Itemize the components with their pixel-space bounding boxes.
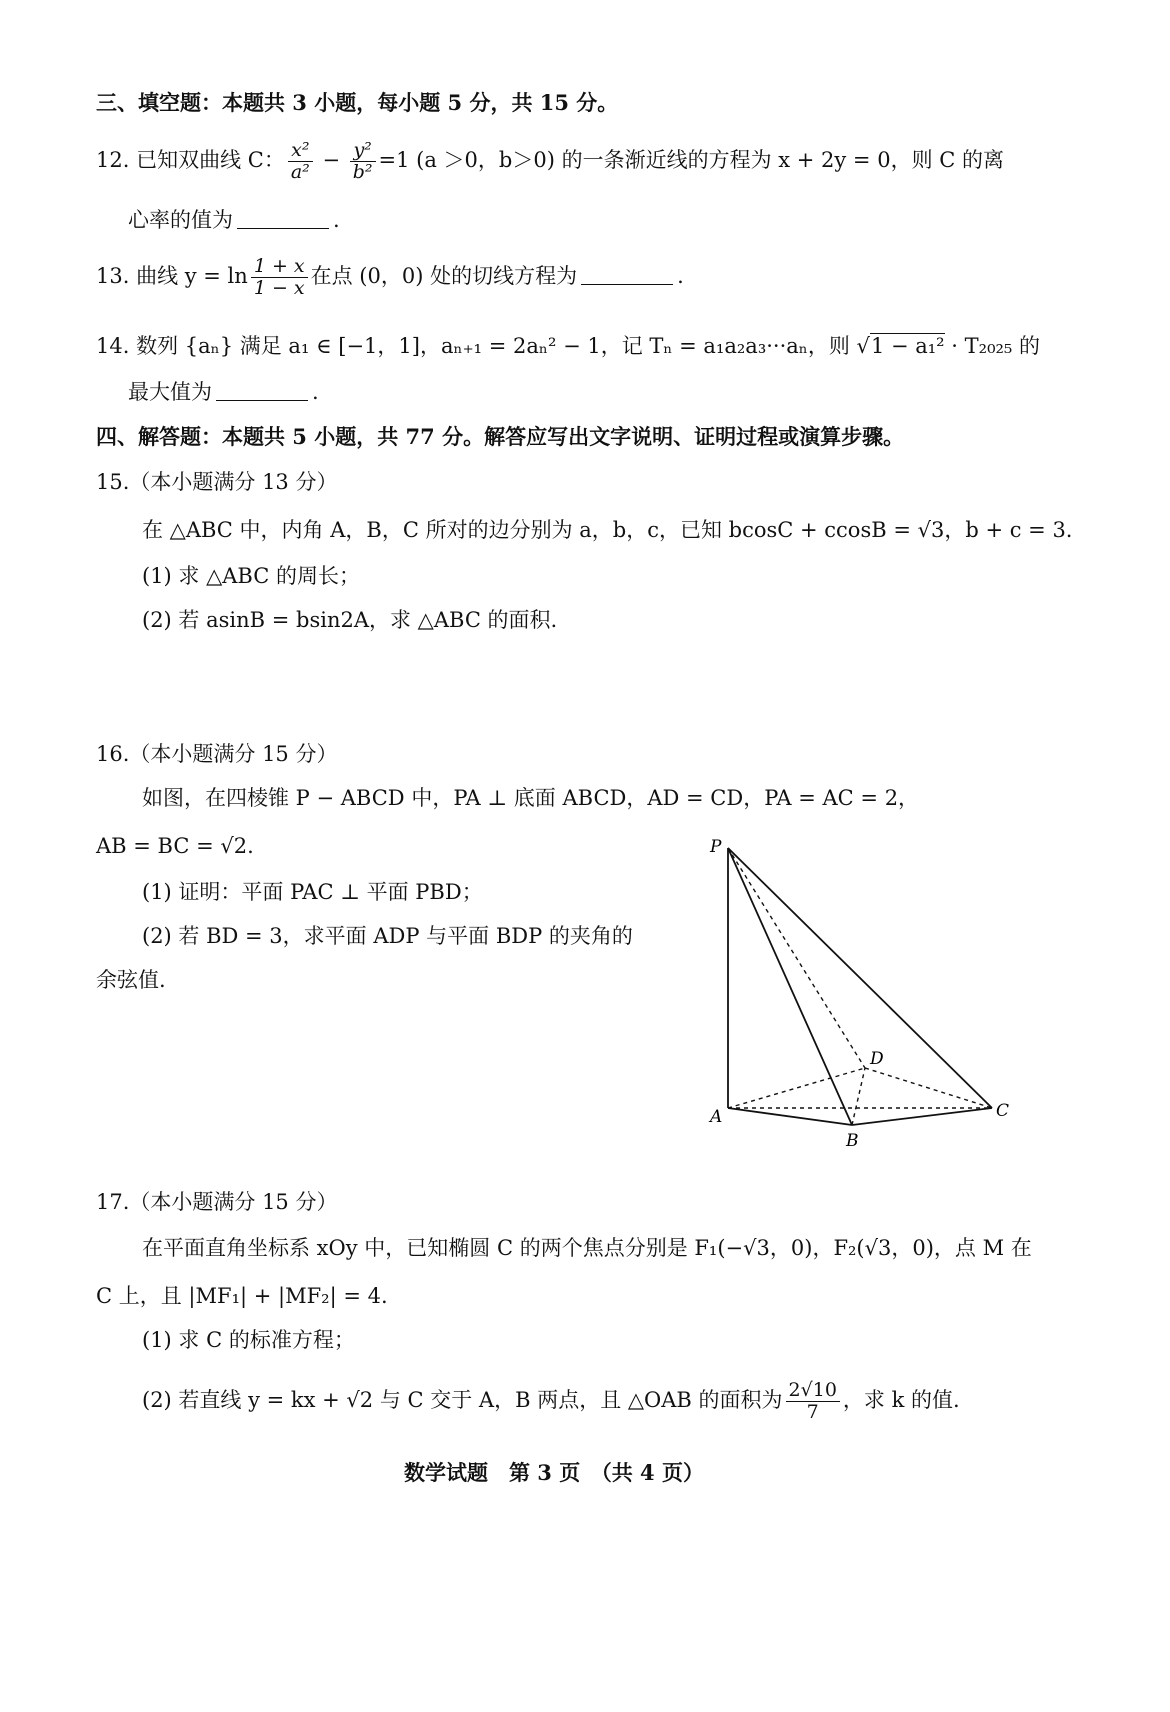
section-3-heading: 三、填空题：本题共 3 小题，每小题 5 分，共 15 分。 xyxy=(96,90,619,115)
question-16-part-1: (1) 证明：平面 PAC ⊥ 平面 PBD； xyxy=(142,880,483,904)
question-16-title: 16.（本小题满分 15 分） xyxy=(96,742,338,766)
question-17-title: 17.（本小题满分 15 分） xyxy=(96,1190,338,1214)
answer-blank-13[interactable] xyxy=(581,266,673,285)
fraction-x2-a2: $\frac{\text{x²}}{\text{a²}}$ xyxy=(288,140,313,183)
section-4-heading: 四、解答题：本题共 5 小题，共 77 分。解答应写出文字说明、证明过程或演算步骤。 xyxy=(96,424,905,449)
question-15-title: 15.（本小题满分 13 分） xyxy=(96,470,338,494)
question-13: 13. 曲线 y = ln $\frac{1 + x}{1 - x}$ 在点 (0，0) 处的切线方程为 . xyxy=(96,255,684,299)
answer-blank-14[interactable] xyxy=(216,382,308,401)
question-17-part-2: (2) 若直线 y = kx + √2 与 C 交于 A，B 两点，且 △OAB 的面积为 $\frac{2√10}{7}$ ，求 k 的值. xyxy=(142,1379,960,1423)
label-a: A xyxy=(710,1107,723,1127)
label-d: D xyxy=(870,1049,884,1069)
question-15-part-2: (2) 若 asinB = bsin2A，求 △ABC 的面积. xyxy=(142,608,558,632)
fraction-y2-b2: $\frac{\text{y²}}{\text{b²}}$ xyxy=(350,140,376,183)
page-footer: 数学试题 第 3 页 （共 4 页） xyxy=(404,1460,704,1485)
label-b: B xyxy=(846,1131,859,1150)
question-14-line-2: 最大值为 . xyxy=(128,380,319,404)
pyramid-figure xyxy=(700,830,1030,1150)
question-17-part-1: (1) 求 C 的标准方程； xyxy=(142,1328,355,1352)
question-12-line-2: 心率的值为 . xyxy=(128,208,340,232)
answer-blank-12[interactable] xyxy=(237,210,329,229)
label-p: P xyxy=(710,837,722,857)
fraction-2sqrt10-7: $\frac{2√10}{7}$ xyxy=(786,1380,840,1423)
question-16-stem-1: 如图，在四棱锥 P − ABCD 中，PA ⊥ 底面 ABCD，AD = CD，PA = AC = 2， xyxy=(142,786,920,810)
question-15-stem: 在 △ABC 中，内角 A，B，C 所对的边分别为 a，b，c，已知 bcosC + ccosB = √3，b + c = 3. xyxy=(142,518,1073,542)
fraction-1px-1mx: $\frac{1 + x}{1 - x}$ xyxy=(251,256,308,299)
question-15-part-1: (1) 求 △ABC 的周长； xyxy=(142,564,360,588)
question-14-line-1: 14. 数列 {aₙ} 满足 a₁ ∈ [−1，1]，aₙ₊₁ = 2aₙ² − 1，记 Tₙ = a₁a₂a₃···aₙ，则 √1 − a₁² · T₂₀₂₅ 的 xyxy=(96,334,1041,358)
question-16-stem-2: AB = BC = √2. xyxy=(96,834,254,858)
question-17-stem-1: 在平面直角坐标系 xOy 中，已知椭圆 C 的两个焦点分别是 F₁(−√3，0)，F₂(√3，0)，点 M 在 xyxy=(142,1236,1032,1260)
question-17-stem-2: C 上，且 |MF₁| + |MF₂| = 4. xyxy=(96,1284,388,1308)
question-16-part-2-cont: 余弦值. xyxy=(96,968,166,992)
question-12-line-1: 12. 已知双曲线 C： $\frac{\text{x²}}{\text{a²}}$ − $\frac{\text{y²}}{\text{b²}}$ =1 (a ＞0，b＞0) 的一条渐近线的方程为 x + 2y = 0，则 C 的离 xyxy=(96,139,1004,183)
label-c: C xyxy=(996,1101,1010,1121)
question-16-part-2: (2) 若 BD = 3，求平面 ADP 与平面 BDP 的夹角的 xyxy=(142,924,633,948)
